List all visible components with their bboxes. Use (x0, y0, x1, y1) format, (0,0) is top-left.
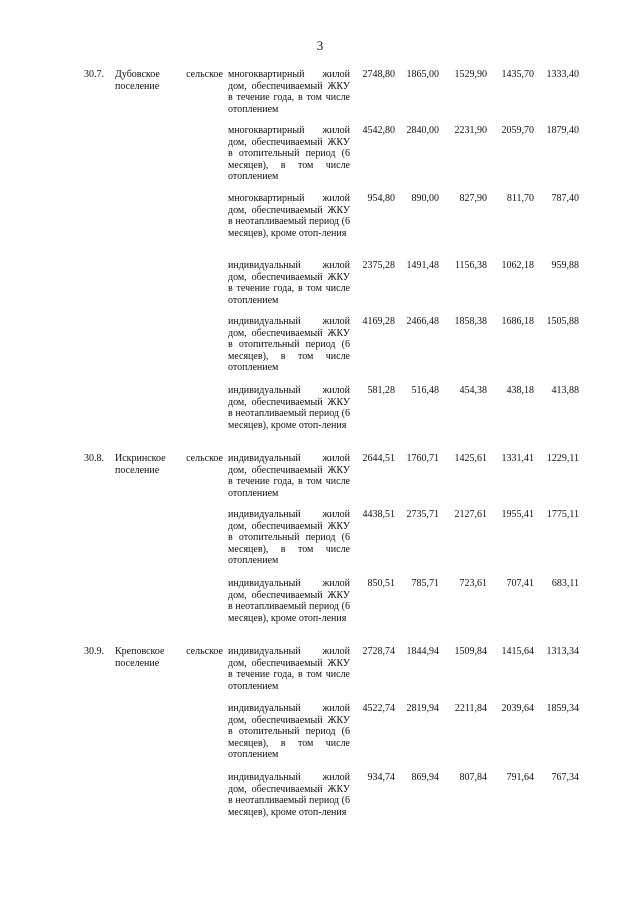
value-cell: 954,80 (367, 193, 395, 204)
value-cell: 1505,88 (546, 316, 579, 327)
value-cell: 2819,94 (406, 703, 439, 714)
value-cell: 4169,28 (362, 316, 395, 327)
value-cell: 581,28 (367, 385, 395, 396)
settlement-name: Креповское (115, 646, 165, 657)
value-cell: 2748,80 (362, 69, 395, 80)
value-cell: 767,34 (551, 772, 579, 783)
value-cell: 1686,18 (501, 316, 534, 327)
housing-description: индивидуальный жилой дом, обеспечиваемый ЖКУ в неотапливаемый период (6 месяцев), кроме отоп-ления (228, 385, 350, 431)
value-cell: 1858,38 (454, 316, 487, 327)
value-cell: 454,38 (459, 385, 487, 396)
value-cell: 811,70 (506, 193, 534, 204)
settlement-type: сельское (186, 646, 223, 657)
value-cell: 413,88 (551, 385, 579, 396)
housing-description: индивидуальный жилой дом, обеспечиваемый ЖКУ в отопительный период (6 месяцев), в том числе отоплением (228, 316, 350, 373)
value-cell: 1865,00 (406, 69, 439, 80)
housing-description: индивидуальный жилой дом, обеспечиваемый ЖКУ в течение года, в том числе отоплением (228, 646, 350, 692)
housing-description: индивидуальный жилой дом, обеспечиваемый ЖКУ в неотапливаемый период (6 месяцев), кроме отоп-ления (228, 578, 350, 624)
housing-description: многоквартирный жилой дом, обеспечиваемый ЖКУ в течение года, в том числе отоплением (228, 69, 350, 115)
value-cell: 4438,51 (362, 509, 395, 520)
page-number: 3 (316, 38, 324, 53)
settlement-type: сельское (186, 453, 223, 464)
value-cell: 791,64 (506, 772, 534, 783)
value-cell: 1333,40 (546, 69, 579, 80)
value-cell: 1425,61 (454, 453, 487, 464)
settlement-suffix: поселение (115, 464, 160, 476)
value-cell: 2840,00 (406, 125, 439, 136)
value-cell: 4542,80 (362, 125, 395, 136)
value-cell: 2059,70 (501, 125, 534, 136)
settlement-name: Искринское (115, 453, 166, 464)
value-cell: 1529,90 (454, 69, 487, 80)
value-cell: 1156,38 (454, 260, 487, 271)
value-cell: 723,61 (459, 578, 487, 589)
value-cell: 1435,70 (501, 69, 534, 80)
housing-description: многоквартирный жилой дом, обеспечиваемый ЖКУ в неотапливаемый период (6 месяцев), кроме отоп-ления (228, 193, 350, 239)
settlement-suffix: поселение (115, 657, 160, 669)
value-cell: 850,51 (367, 578, 395, 589)
value-cell: 1955,41 (501, 509, 534, 520)
row-index: 30.7. (84, 69, 104, 80)
value-cell: 1229,11 (546, 453, 579, 464)
value-cell: 785,71 (411, 578, 439, 589)
housing-description: индивидуальный жилой дом, обеспечиваемый ЖКУ в течение года, в том числе отоплением (228, 260, 350, 306)
value-cell: 1509,84 (454, 646, 487, 657)
value-cell: 1775,11 (546, 509, 579, 520)
housing-description: индивидуальный жилой дом, обеспечиваемый ЖКУ в отопительный период (6 месяцев), в том числе отоплением (228, 703, 350, 760)
housing-description: многоквартирный жилой дом, обеспечиваемый ЖКУ в отопительный период (6 месяцев), в том числе отоплением (228, 125, 350, 182)
value-cell: 2466,48 (406, 316, 439, 327)
value-cell: 2039,64 (501, 703, 534, 714)
value-cell: 1760,71 (406, 453, 439, 464)
value-cell: 807,84 (459, 772, 487, 783)
value-cell: 1859,34 (546, 703, 579, 714)
value-cell: 2735,71 (406, 509, 439, 520)
value-cell: 787,40 (551, 193, 579, 204)
row-index: 30.9. (84, 646, 104, 657)
value-cell: 1331,41 (501, 453, 534, 464)
value-cell: 707,41 (506, 578, 534, 589)
value-cell: 959,88 (551, 260, 579, 271)
value-cell: 683,11 (551, 578, 579, 589)
housing-description: индивидуальный жилой дом, обеспечиваемый ЖКУ в неотапливаемый период (6 месяцев), кроме отоп-ления (228, 772, 350, 818)
value-cell: 2644,51 (362, 453, 395, 464)
row-index: 30.8. (84, 453, 104, 464)
value-cell: 2375,28 (362, 260, 395, 271)
settlement-type: сельское (186, 69, 223, 80)
value-cell: 2728,74 (362, 646, 395, 657)
housing-description: индивидуальный жилой дом, обеспечиваемый ЖКУ в течение года, в том числе отоплением (228, 453, 350, 499)
value-cell: 934,74 (367, 772, 395, 783)
settlement-name: Дубовское (115, 69, 160, 80)
value-cell: 516,48 (411, 385, 439, 396)
value-cell: 1879,40 (546, 125, 579, 136)
value-cell: 890,00 (411, 193, 439, 204)
value-cell: 2127,61 (454, 509, 487, 520)
settlement-suffix: поселение (115, 80, 160, 92)
value-cell: 2211,84 (454, 703, 487, 714)
value-cell: 1313,34 (546, 646, 579, 657)
value-cell: 827,90 (459, 193, 487, 204)
value-cell: 1415,64 (501, 646, 534, 657)
value-cell: 1062,18 (501, 260, 534, 271)
value-cell: 2231,90 (454, 125, 487, 136)
settlement-cell (115, 646, 223, 669)
value-cell: 1491,48 (406, 260, 439, 271)
settlement-cell (115, 453, 223, 476)
value-cell: 869,94 (411, 772, 439, 783)
value-cell: 1844,94 (406, 646, 439, 657)
value-cell: 438,18 (506, 385, 534, 396)
settlement-cell (115, 69, 223, 92)
housing-description: индивидуальный жилой дом, обеспечиваемый ЖКУ в отопительный период (6 месяцев), в том числе отоплением (228, 509, 350, 566)
value-cell: 4522,74 (362, 703, 395, 714)
